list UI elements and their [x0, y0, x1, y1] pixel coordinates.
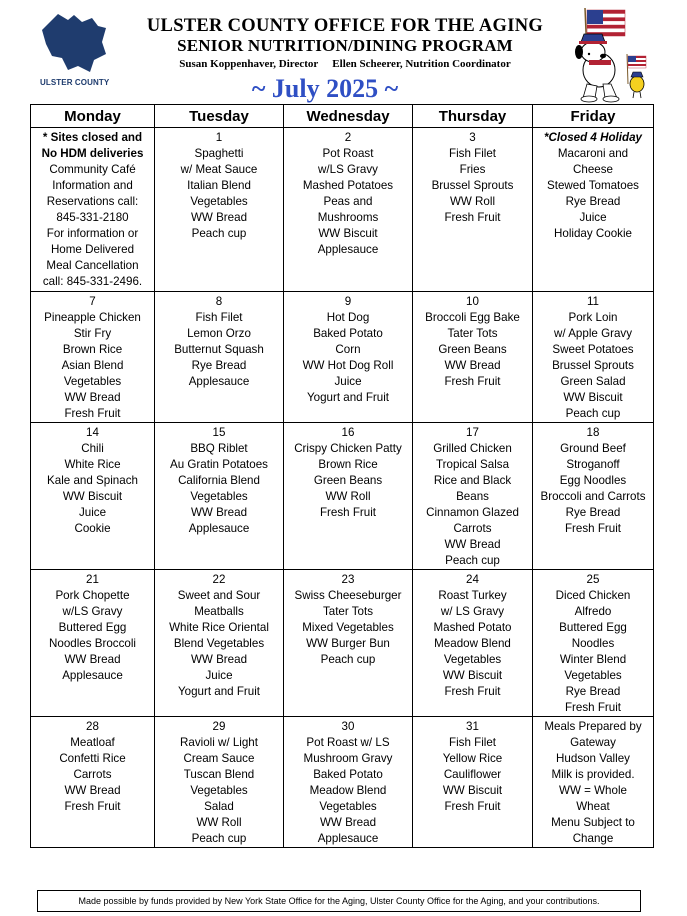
- menu-item: WW Bread: [64, 784, 121, 797]
- menu-item: BBQ Riblet: [190, 442, 248, 455]
- menu-item: WW = Whole: [559, 784, 627, 797]
- menu-item: Stir Fry: [73, 327, 112, 340]
- menu-item: Grilled Chicken: [433, 442, 512, 455]
- menu-item: w/ LS Gravy: [440, 605, 505, 618]
- menu-item: Stewed Tomatoes: [547, 179, 639, 192]
- day-number: 2: [344, 131, 352, 144]
- menu-item: WW Bread: [190, 653, 248, 666]
- menu-item: Mushrooms: [317, 211, 379, 224]
- menu-item: Buttered Egg: [559, 621, 627, 634]
- menu-item: Juice: [205, 669, 233, 682]
- menu-item: Carrots: [453, 522, 492, 535]
- menu-item: Meal Cancellation: [46, 259, 139, 272]
- menu-item: Alfredo: [574, 605, 612, 618]
- menu-item: Yellow Rice: [442, 752, 503, 765]
- logo-text: ULSTER COUNTY: [40, 78, 110, 87]
- day-cell: [413, 292, 533, 423]
- menu-item: Pot Roast w/ LS: [306, 736, 390, 749]
- menu-item: w/ Apple Gravy: [554, 327, 632, 340]
- day-number: 23: [341, 573, 355, 586]
- menu-item: Fresh Fruit: [564, 701, 622, 714]
- menu-item: Mushroom Gravy: [303, 752, 393, 765]
- menu-item: Fresh Fruit: [444, 800, 501, 813]
- menu-item: Sweet Potatoes: [552, 343, 634, 356]
- menu-item: Peach cup: [191, 832, 247, 845]
- program-title: SENIOR NUTRITION/DINING PROGRAM: [177, 36, 513, 55]
- menu-item: Pot Roast: [322, 147, 374, 160]
- menu-item: Fresh Fruit: [444, 685, 501, 698]
- menu-item: Cookie: [74, 522, 111, 535]
- menu-item: Vegetables: [190, 784, 248, 797]
- weekday-header: Friday: [533, 105, 654, 128]
- menu-item: Rye Bread: [191, 359, 247, 372]
- weekday-header: Tuesday: [155, 105, 284, 128]
- day-number: 18: [586, 426, 600, 439]
- closure-notice: * Sites closed and: [42, 131, 143, 144]
- day-cell: [413, 423, 533, 570]
- menu-calendar: [30, 104, 654, 848]
- day-number: 11: [586, 295, 600, 308]
- menu-item: Fish Filet: [448, 736, 497, 749]
- menu-item: WW Roll: [196, 816, 242, 829]
- week-row: [31, 128, 654, 292]
- menu-item: Cauliflower: [443, 768, 502, 781]
- menu-item: White Rice Oriental: [169, 621, 269, 634]
- day-number: 9: [344, 295, 352, 308]
- menu-item: Peach cup: [445, 554, 500, 567]
- menu-item: Reservations call:: [46, 195, 139, 208]
- menu-item: Italian Blend: [187, 179, 251, 192]
- day-number: 28: [86, 720, 99, 733]
- day-cell: [155, 570, 284, 717]
- menu-item: WW Biscuit: [62, 490, 123, 503]
- menu-item: Vegetables: [63, 375, 122, 388]
- menu-item: WW Roll: [325, 490, 371, 503]
- day-cell: [533, 423, 654, 570]
- menu-item: Vegetables: [190, 195, 248, 208]
- menu-item: Butternut Squash: [174, 343, 264, 356]
- menu-item: call: 845-331-2496.: [42, 275, 143, 288]
- menu-item: WW Roll: [449, 195, 496, 208]
- menu-item: Yogurt and Fruit: [306, 391, 390, 404]
- day-cell: [284, 292, 413, 423]
- menu-item: Mashed Potatoes: [302, 179, 394, 192]
- office-title: ULSTER COUNTY OFFICE FOR THE AGING: [146, 16, 544, 36]
- menu-item: Applesauce: [62, 669, 123, 682]
- menu-item: Confetti Rice: [59, 752, 126, 765]
- menu-item: Fresh Fruit: [444, 375, 501, 388]
- menu-item: Broccoli and Carrots: [540, 490, 646, 503]
- day-number: 8: [215, 295, 223, 308]
- menu-item: Cinnamon Glazed: [426, 506, 519, 519]
- menu-item: Fresh Fruit: [444, 211, 501, 224]
- menu-item: Juice: [579, 211, 607, 224]
- day-cell: [31, 570, 155, 717]
- day-cell: [413, 717, 533, 848]
- menu-item: Fresh Fruit: [319, 506, 377, 519]
- day-cell: [284, 570, 413, 717]
- menu-item: Community Café: [49, 163, 136, 176]
- menu-item: Green Salad: [560, 375, 626, 388]
- day-cell: [284, 423, 413, 570]
- day-number: 30: [341, 720, 355, 733]
- menu-item: Macaroni and: [557, 147, 629, 160]
- menu-item: Brown Rice: [318, 458, 378, 471]
- menu-item: w/LS Gravy: [62, 605, 123, 618]
- menu-item: 845-331-2180: [56, 211, 129, 224]
- day-number: 14: [86, 426, 99, 439]
- day-number: 16: [341, 426, 355, 439]
- menu-item: Home Delivered: [50, 243, 135, 256]
- menu-item: Pork Loin: [568, 311, 618, 324]
- day-number: 1: [215, 131, 223, 144]
- day-cell: [155, 292, 284, 423]
- menu-item: Applesauce: [317, 832, 379, 845]
- day-number: 24: [466, 573, 479, 586]
- menu-item: Blend Vegetables: [173, 637, 265, 650]
- menu-item: Pork Chopette: [55, 589, 130, 602]
- menu-item: Swiss Cheeseburger: [294, 589, 402, 602]
- menu-item: WW Bread: [319, 816, 377, 829]
- menu-item: Winter Blend: [559, 653, 627, 666]
- county-map-icon: [40, 12, 108, 74]
- menu-item: Chili: [81, 442, 104, 455]
- menu-item: Fries: [459, 163, 486, 176]
- menu-item: Baked Potato: [313, 327, 383, 340]
- menu-item: Menu Subject to: [551, 816, 635, 829]
- menu-item: WW Burger Bun: [306, 637, 390, 650]
- menu-item: Green Beans: [313, 474, 383, 487]
- menu-item: Asian Blend: [61, 359, 124, 372]
- menu-item: WW Biscuit: [318, 227, 378, 240]
- week-row: [31, 292, 654, 423]
- menu-item: Brussel Sprouts: [431, 179, 514, 192]
- menu-item: WW Bread: [64, 653, 121, 666]
- funding-footer: Made possible by funds provided by New York State Office for the Aging, Ulster County Office for the Aging, and your contributions.: [37, 890, 641, 912]
- day-cell: [533, 292, 654, 423]
- weekday-header: Thursday: [413, 105, 533, 128]
- menu-item: w/LS Gravy: [318, 163, 378, 176]
- weekday-header: Monday: [31, 105, 155, 128]
- menu-item: Juice: [334, 375, 362, 388]
- menu-item: Peach cup: [191, 227, 247, 240]
- menu-item: Wheat: [576, 800, 610, 813]
- menu-item: Meatloaf: [70, 736, 115, 749]
- page-header: [120, 16, 570, 71]
- menu-item: Carrots: [73, 768, 112, 781]
- day-number: 15: [212, 426, 226, 439]
- menu-item: Egg Noodles: [559, 474, 627, 487]
- menu-item: Crispy Chicken Patty: [294, 442, 402, 455]
- day-number: 3: [469, 131, 476, 144]
- day-cell: [533, 717, 654, 848]
- closure-notice: No HDM deliveries: [41, 147, 144, 160]
- menu-item: Mashed Potato: [433, 621, 512, 634]
- day-cell: [31, 292, 155, 423]
- menu-item: Tater Tots: [447, 327, 498, 340]
- day-cell: [31, 423, 155, 570]
- menu-item: Broccoli Egg Bake: [425, 311, 520, 324]
- day-cell: [31, 128, 155, 292]
- menu-item: Brown Rice: [62, 343, 123, 356]
- menu-item: WW Bread: [190, 211, 248, 224]
- weekday-header: Wednesday: [284, 105, 413, 128]
- staff-line: [120, 57, 570, 71]
- day-number: 25: [586, 573, 600, 586]
- menu-item: Hudson Valley: [556, 752, 630, 765]
- menu-item: California Blend: [178, 474, 260, 487]
- patriotic-mascot-illustration: [565, 4, 655, 106]
- day-cell: [155, 128, 284, 292]
- menu-item: Peas and: [323, 195, 373, 208]
- menu-item: Salad: [204, 800, 234, 813]
- menu-item: Rice and Black: [433, 474, 512, 487]
- menu-item: Fresh Fruit: [564, 522, 622, 535]
- menu-item: Ravioli w/ Light: [180, 736, 258, 749]
- menu-item: WW Bread: [64, 391, 121, 404]
- menu-item: Applesauce: [317, 243, 379, 256]
- ulster-county-logo: [38, 12, 118, 92]
- menu-item: Rye Bread: [565, 685, 621, 698]
- day-number: 31: [466, 720, 479, 733]
- week-row: [31, 570, 654, 717]
- day-number: 17: [466, 426, 479, 439]
- menu-item: Holiday Cookie: [554, 227, 632, 240]
- weekday-header-row: [31, 105, 654, 128]
- day-cell: [284, 128, 413, 292]
- menu-item: Vegetables: [564, 669, 622, 682]
- menu-item: For information or: [46, 227, 139, 240]
- director-name: Susan Koppenhaver, Director: [179, 58, 319, 70]
- menu-item: Spaghetti: [194, 147, 244, 160]
- menu-item: White Rice: [64, 458, 121, 471]
- menu-item: Stroganoff: [566, 458, 620, 471]
- menu-item: Peach cup: [565, 407, 621, 420]
- menu-item: Green Beans: [438, 343, 507, 356]
- day-number: 10: [466, 295, 479, 308]
- menu-item: WW Bread: [444, 359, 501, 372]
- menu-item: Fresh Fruit: [64, 407, 121, 420]
- menu-item: Vegetables: [443, 653, 502, 666]
- month-title: ~ July 2025 ~: [251, 74, 399, 103]
- menu-item: WW Biscuit: [563, 391, 623, 404]
- day-cell: [284, 717, 413, 848]
- menu-item: Brussel Sprouts: [552, 359, 634, 372]
- day-number: 21: [86, 573, 99, 586]
- week-row: [31, 423, 654, 570]
- menu-item: w/ Meat Sauce: [180, 163, 258, 176]
- menu-item: Ground Beef: [560, 442, 626, 455]
- menu-item: Lemon Orzo: [187, 327, 251, 340]
- day-cell: [31, 717, 155, 848]
- menu-item: Meatballs: [194, 605, 244, 618]
- day-cell: [413, 128, 533, 292]
- menu-item: WW Bread: [444, 538, 501, 551]
- menu-item: Cheese: [573, 163, 613, 176]
- menu-item: Sweet and Sour: [177, 589, 261, 602]
- menu-item: Vegetables: [319, 800, 377, 813]
- menu-item: Mixed Vegetables: [302, 621, 394, 634]
- menu-item: Baked Potato: [313, 768, 383, 781]
- menu-item: WW Biscuit: [442, 669, 503, 682]
- day-cell: [533, 128, 654, 292]
- menu-item: Beans: [456, 490, 489, 503]
- day-cell: [155, 423, 284, 570]
- menu-item: Applesauce: [188, 375, 250, 388]
- day-cell: [413, 570, 533, 717]
- menu-item: Au Gratin Potatoes: [170, 458, 268, 471]
- menu-item: Fish Filet: [195, 311, 243, 324]
- menu-item: Peach cup: [320, 653, 376, 666]
- menu-item: Pineapple Chicken: [44, 311, 141, 324]
- day-number: 29: [212, 720, 226, 733]
- day-number: 7: [89, 295, 96, 308]
- menu-item: Change: [572, 832, 614, 845]
- menu-item: Applesauce: [188, 522, 250, 535]
- week-row: [31, 717, 654, 848]
- menu-item: WW Hot Dog Roll: [302, 359, 394, 372]
- menu-item: Meals Prepared by: [544, 720, 642, 733]
- menu-item: Vegetables: [190, 490, 248, 503]
- menu-item: Rye Bread: [565, 506, 621, 519]
- menu-item: Hot Dog: [326, 311, 370, 324]
- menu-item: Diced Chicken: [555, 589, 631, 602]
- day-cell: [155, 717, 284, 848]
- coordinator-name: Ellen Scheerer, Nutrition Coordinator: [332, 58, 511, 70]
- menu-item: Tropical Salsa: [435, 458, 510, 471]
- menu-item: Noodles: [571, 637, 615, 650]
- menu-item: Yogurt and Fruit: [177, 685, 261, 698]
- menu-item: Milk is provided.: [551, 768, 635, 781]
- menu-item: WW Bread: [190, 506, 248, 519]
- day-cell: [533, 570, 654, 717]
- menu-item: Juice: [78, 506, 107, 519]
- menu-item: WW Biscuit: [442, 784, 503, 797]
- menu-item: Information and: [52, 179, 133, 192]
- menu-item: Tater Tots: [322, 605, 374, 618]
- menu-item: Fresh Fruit: [64, 800, 121, 813]
- menu-item: Roast Turkey: [438, 589, 507, 602]
- menu-item: Cream Sauce: [183, 752, 255, 765]
- menu-item: Corn: [335, 343, 361, 356]
- menu-item: Meadow Blend: [309, 784, 387, 797]
- holiday-notice: *Closed 4 Holiday: [544, 131, 642, 144]
- menu-item: Kale and Spinach: [47, 474, 138, 487]
- menu-item: Tuscan Blend: [183, 768, 255, 781]
- menu-item: Meadow Blend: [434, 637, 511, 650]
- menu-item: Buttered Egg: [58, 621, 127, 634]
- menu-item: Rye Bread: [565, 195, 621, 208]
- menu-item: Fish Filet: [448, 147, 497, 160]
- day-number: 22: [212, 573, 226, 586]
- menu-item: Gateway: [570, 736, 616, 749]
- menu-item: Noodles Broccoli: [49, 637, 136, 650]
